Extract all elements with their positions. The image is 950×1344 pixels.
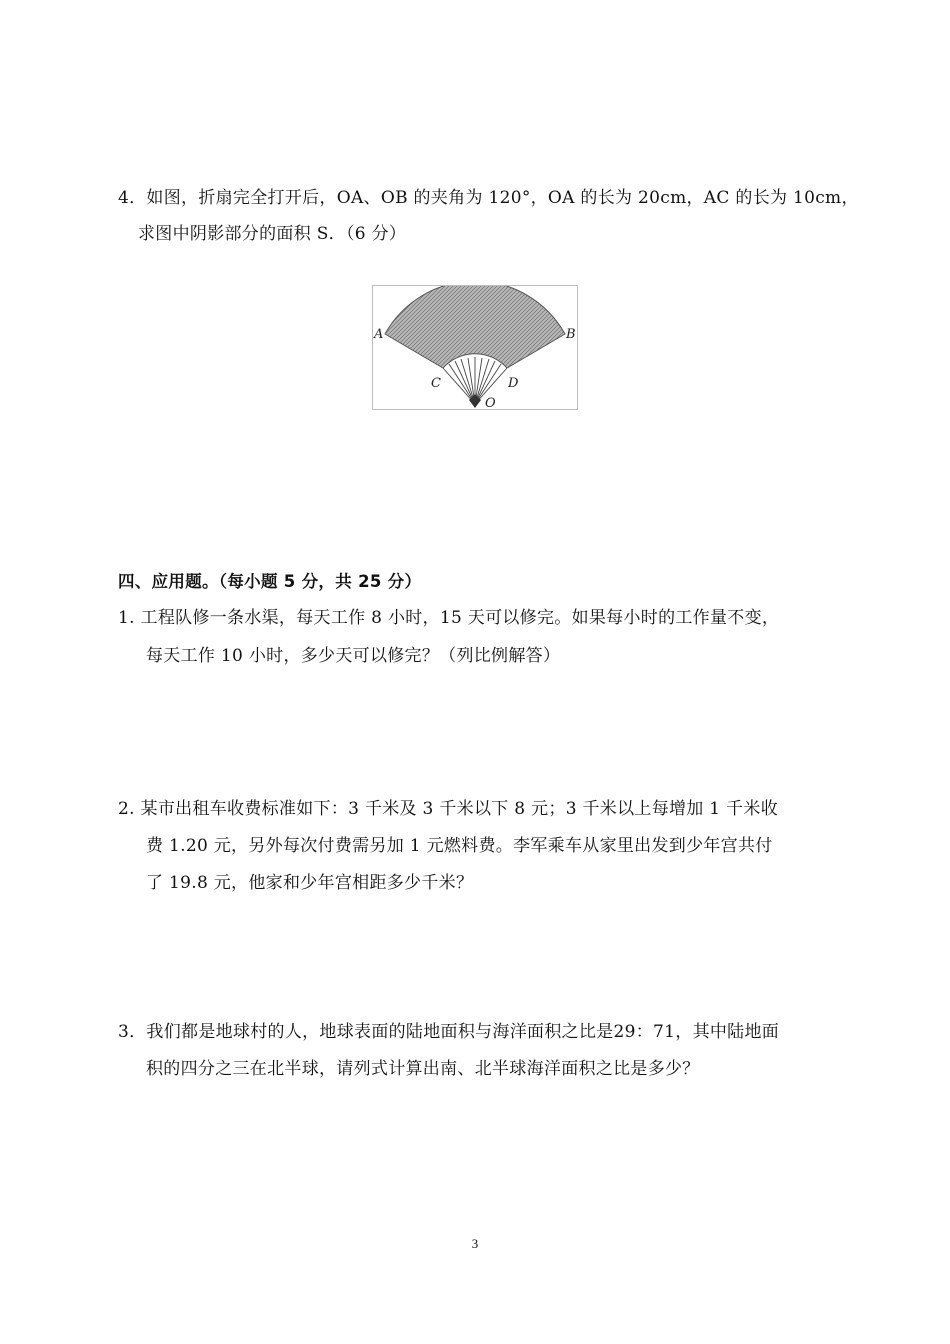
shaded-region	[385, 286, 565, 368]
q2-line3: 了 19.8 元，他家和少年宫相距多少千米？	[146, 873, 474, 893]
page-number: 3	[471, 1236, 479, 1251]
label-O: O	[485, 396, 496, 409]
label-A: A	[374, 327, 384, 342]
fan-diagram	[373, 286, 577, 409]
q2-line1: 2. 某市出租车收费标准如下：3 千米及 3 千米以下 8 元；3 千米以上每增加 1 千米收	[118, 799, 779, 819]
q1-line2: 每天工作 10 小时，多少天可以修完？（列比例解答）	[146, 646, 561, 666]
q1-line1: 1. 工程队修一条水渠，每天工作 8 小时，15 天可以修完。如果每小时的工作量不变，	[118, 608, 780, 628]
q3-line1: 3．我们都是地球村的人，地球表面的陆地面积与海洋面积之比是29：71，其中陆地面	[118, 1022, 780, 1042]
label-C: C	[431, 376, 441, 391]
problem4-line1: 4．如图，折扇完全打开后，OA、OB 的夹角为 120°，OA 的长为 20cm，AC 的长为 10cm，	[118, 188, 859, 208]
section4-heading: 四、应用题。（每小题 5 分，共 25 分）	[118, 572, 422, 591]
q3-line2: 积的四分之三在北半球，请列式计算出南、北半球海洋面积之比是多少？	[146, 1059, 700, 1079]
q2-line2: 费 1.20 元，另外每次付费需另加 1 元燃料费。李军乘车从家里出发到少年宫共付	[146, 836, 773, 856]
fan-figure	[372, 285, 578, 410]
label-D: D	[508, 376, 519, 391]
fan-pivot	[469, 394, 481, 408]
label-B: B	[566, 327, 576, 342]
problem4-line2: 求图中阴影部分的面积 S．（6 分）	[138, 224, 407, 244]
